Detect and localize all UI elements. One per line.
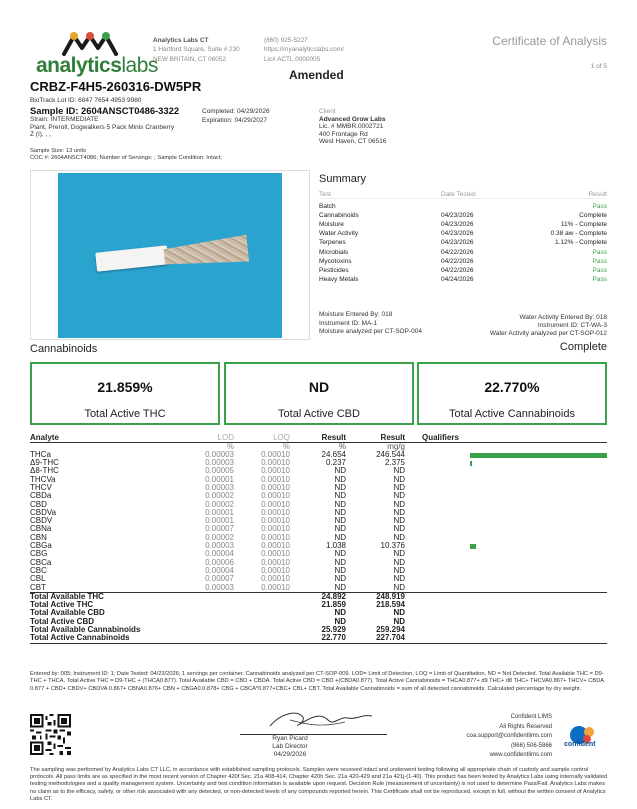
total-mg: 248.919 [376,591,405,601]
total-name: Total Available THC [30,591,104,601]
summary-result: 11% - Complete [560,221,607,229]
analyte-row [30,459,607,467]
analyte-result-mg: ND [393,582,405,592]
summary-date: 04/23/2026 [441,212,474,220]
cannabinoids-status: Complete [559,341,607,353]
analyte-loq: 0.00010 [261,541,290,551]
summary-table [319,190,607,284]
analyte-name: CBG [30,549,48,559]
summary-result: Complete [579,212,607,220]
analyte-result-pct: ND [334,524,346,534]
summary-date: 04/23/2026 [441,230,474,238]
analyte-lod: 0.00006 [205,557,234,567]
analyte-name: CBDV [30,516,53,526]
total-cannabinoids-box [417,362,607,425]
sample-id: Sample ID: 2604ANSCT0486-3322 [30,104,180,116]
page-number: 1 of 5 [590,63,607,70]
analyte-loq: 0.00010 [261,491,290,501]
total-mg: ND [393,616,405,626]
sample-details [30,97,205,139]
summary-date: 04/22/2026 [441,248,474,256]
pct-unit: % [338,441,346,451]
total-thc-box [30,362,220,425]
analyte-table [30,433,607,644]
analyte-row [30,467,607,475]
analyte-result-mg: 10.376 [380,541,405,551]
analyte-name: CBT [30,582,46,592]
analyte-loq: 0.00010 [261,557,290,567]
analyte-lod: 0.00001 [205,507,234,517]
summary-header-date: Date Tested [441,191,476,198]
analyte-name: THCa [30,449,51,459]
analyte-name: CBDVa [30,507,57,517]
analyte-loq: 0.00010 [261,532,290,542]
analytics-labs-logo [36,30,158,77]
disclaimer: The sampling was performed by Analytics Labs CT LLC, in accordance with established sampling protocols. Samples were received intact and underwent testing following all appropriate chain of custody and sample control protocols. All pass limits are as specified in the most recent version of Chapter 420f Sec. 21a 408-414, Chapter 420h Sec. 21a 420-429 and 21a 421j-(1-40). This product has been tested by Analytics Labs using internally validated testing methodologies and a quality management system. Uncertainty and test condition information is available upon request. Decision Rule (measurement of uncertainty) is not used to determine Pass/Fail. Analytics Labs makes no claim as to the efficacy, safety, or other risk associated with any detected, or non-detected levels of any compounds reported herein. This Certificate shall not be reproduced, except in full, without the written consent of Analytics Labs CT. [30,767,608,802]
client-block [319,108,386,146]
summary-result: Pass [592,257,607,265]
strain: Strain: INTERMEDIATE [30,115,99,123]
sample-photo-frame [30,170,310,340]
total-cbd-label: Total Active CBD [278,408,360,420]
cannabinoids-title: Cannabinoids [30,343,98,355]
analyte-name: Δ9-THC [30,458,59,468]
document-title: Certificate of Analysis [492,34,607,48]
analyte-lod: 0.00002 [205,499,234,509]
analyte-row [30,501,607,509]
analyte-lod: 0.00001 [205,474,234,484]
analyte-result-pct: ND [334,574,346,584]
confident-wordmark: confident [564,741,596,748]
analyte-lod: 0.00004 [205,549,234,559]
wa-sop: Water Activity analyzed per CT-SOP-012 [489,329,607,337]
total-cbd-value: ND [308,379,330,395]
analyte-bar [470,544,476,549]
analyte-lod: 0.00003 [205,541,234,551]
analyte-result-mg: ND [393,507,405,517]
qualifiers-header: Qualifiers [422,433,459,442]
analyte-lod: 0.00004 [205,565,234,575]
lims-website-link[interactable]: www.confidentlims.com [489,752,552,759]
total-row [30,634,607,642]
lims-email-link[interactable]: coa.support@confidentlims.com [466,733,552,740]
total-mg: 259.294 [376,625,405,635]
total-name: Total Active CBD [30,616,95,626]
summary-test: Microbials [319,248,349,256]
lims-info [467,713,552,761]
analyte-result-pct: ND [334,549,346,559]
footnote: Entered by: 005; Instrument ID: 1; Date Tested: 04/23/2026; 1 servings per container. Cannabinoids analyzed per CT-SOP-009. LOD= Limit of Detection, LOQ = Limit of Quantitation, ND = Not Detected. Total Available THC = D9-THC + THCA. Total Active THC = D9-THC + (THCA0.877). Total Available CBD = CBD + CBDA. Total Active CBD = CBD +(CBDA0.877). Total Active Cannabinoids = THCA0.877+ d9 THC+ d8 THC+ THCVA0.867+ THCV+ CBDA 0.877 + CBD+ CBDV+ CBDVA 0.867+ CBNA0.876+ CBN + CBGA0.0.878+ CBG + CBCA*0.877+CBC+ CBL+ CBT. Total Available Cannabinoids = sum of all detected cannabinoids. Calculated percentage by dry weight. [30,671,604,692]
analyte-row [30,534,607,542]
analyte-lod: 0.00003 [205,482,234,492]
analyte-loq: 0.00010 [261,449,290,459]
coc-line: COC #: 2604ANSCT4086; Number of Servings: ; Sample Condition: Intact; [30,155,223,161]
mg-unit: mg/g [387,441,405,451]
lab-address-block [153,36,240,64]
summary-test: Mycotoxins [319,257,352,265]
result-pct-header: Result [321,433,346,442]
lab-address-line1: 1 Hartford Square, Suite # 230 [153,46,240,54]
analyte-result-mg: ND [393,532,405,542]
moisture-sop: Moisture analyzed per CT-SOP-004 [319,328,422,335]
analyte-name: THCV [30,482,52,492]
summary-result: 0.38 aw - Complete [550,230,607,238]
analyte-loq: 0.00010 [261,474,290,484]
total-name: Total Active THC [30,600,94,610]
analyte-row [30,484,607,492]
summary-test: Heavy Metals [319,275,359,283]
lab-name: Analytics Labs CT [153,37,209,44]
signer-name: Ryan Picard [272,735,308,742]
summary-header-test: Test [319,191,331,198]
analyte-result-pct: ND [334,491,346,501]
total-thc-label: Total Active THC [84,408,166,420]
analyte-row [30,550,607,558]
analyte-result-pct: ND [334,565,346,575]
qr-code-icon[interactable] [30,714,71,755]
summary-row [319,257,607,266]
analyte-loq: 0.00010 [261,582,290,592]
analyte-name: CBGa [30,541,52,551]
analyte-name: Δ8-THC [30,466,59,476]
analyte-header: Analyte [30,433,59,442]
biotrack-lot-id: BioTrack Lot ID: 6847 7654 4953 9980 [30,97,142,104]
total-row [30,593,607,601]
summary-result: Pass [592,248,607,256]
signature-image [250,706,390,734]
product-description: Plant, Preroll, Dogwalkers 5 Pack Minis Cranberry [30,123,175,131]
summary-date: 04/23/2026 [441,239,474,247]
total-row [30,601,607,609]
logo-wordmark: analyticslabs [36,54,158,77]
analyte-result-mg: ND [393,524,405,534]
analyte-loq: 0.00010 [261,565,290,575]
analyte-row [30,542,607,550]
lod-header: LOD [217,433,234,442]
analyte-lod: 0.00002 [205,532,234,542]
summary-test: Pesticides [319,266,349,274]
analyte-name: CBL [30,574,46,584]
summary-result: 1.12% - Complete [554,239,607,247]
analyte-loq: 0.00010 [261,499,290,509]
summary-test: Cannabinoids [319,212,359,220]
total-name: Total Available CBD [30,608,105,618]
sample-photo [58,173,282,338]
lab-contact-block [264,36,344,64]
analyte-result-mg: ND [393,491,405,501]
lab-website-link[interactable]: https://myanalyticslabs.com/ [264,46,344,54]
analyte-lod: 0.00002 [205,491,234,501]
summary-row [319,211,607,220]
client-address1: 400 Frontage Rd [319,130,368,138]
analyte-loq: 0.00010 [261,482,290,492]
analyte-result-pct: ND [334,532,346,542]
completed-date: Completed: 04/29/2026 [202,108,270,115]
summary-title: Summary [319,173,367,185]
analyte-header-row [30,433,607,443]
total-pct: 22.770 [321,633,346,643]
total-mg: ND [393,608,405,618]
signer-block [240,735,340,758]
loq-header: LOQ [273,433,290,442]
total-row [30,609,607,617]
analyte-lod: 0.00003 [205,582,234,592]
loq-unit: % [282,441,290,451]
analyte-row [30,575,607,583]
analyte-result-mg: ND [393,565,405,575]
analyte-result-pct: 24.654 [321,449,346,459]
analyte-result-pct: ND [334,516,346,526]
total-pct: 24.892 [321,591,346,601]
moisture-instrument: Instrument ID: MA-1 [319,319,378,327]
analyte-name: CBCa [30,557,52,567]
sample-size: Sample Size: 13 units [30,148,87,154]
summary-date [441,202,511,211]
analyte-result-mg: 246.544 [376,449,405,459]
client-name: Advanced Grow Labs [319,115,386,123]
analyte-loq: 0.00010 [261,574,290,584]
lod-unit: % [226,441,234,451]
summary-test: Terpenes [319,239,346,247]
client-license: Lic. # MMBR.0002721 [319,123,384,131]
summary-test: Water Activity [319,230,359,238]
lims-phone: (866) 506-5866 [510,742,552,749]
summary-row [319,220,607,229]
summary-date: 04/24/2026 [441,275,474,283]
analyte-result-pct: ND [334,482,346,492]
analyte-result-pct: ND [334,499,346,509]
analyte-result-mg: ND [393,574,405,584]
analyte-row [30,525,607,533]
analyte-lod: 0.00003 [205,449,234,459]
result-mg-header: Result [380,433,405,442]
client-label: Client [319,108,336,115]
analyte-loq: 0.00010 [261,507,290,517]
summary-row [319,266,607,275]
analyte-row [30,584,607,592]
summary-row [319,229,607,238]
analyte-result-pct: ND [334,582,346,592]
analyte-bar [470,461,472,466]
analyte-name: CBDa [30,491,52,501]
analyte-result-mg: ND [393,466,405,476]
moisture-info [319,311,422,337]
preroll-filter [95,245,169,271]
total-pct: ND [334,608,346,618]
analyte-loq: 0.00010 [261,458,290,468]
analyte-result-pct: ND [334,466,346,476]
analyte-row [30,451,607,459]
analyte-row [30,492,607,500]
wa-entered-by: Water Activity Entered By: 018 [519,314,607,321]
lims-name: Confident LIMS [510,714,552,720]
signer-date: 04/29/2026 [273,750,307,758]
expiration-date: Expiration: 04/29/2027 [202,116,268,124]
signer-title: Lab Director [272,742,308,750]
analyte-loq: 0.00010 [261,549,290,559]
summary-header-row [319,190,607,199]
total-mg: 227.704 [376,633,405,643]
summary-row [319,275,607,284]
analyte-name: CBN [30,532,47,542]
analyte-lod: 0.00001 [205,516,234,526]
summary-date: 04/22/2026 [441,257,474,265]
dates-block [202,108,270,125]
analyte-result-pct: 0.237 [325,458,346,468]
water-activity-info [490,314,607,337]
logo-mountains-icon [36,30,154,56]
analyte-lod: 0.00005 [205,466,234,476]
summary-result: Pass [592,266,607,274]
analyte-result-mg: ND [393,557,405,567]
amended-label: Amended [289,68,344,82]
moisture-entered-by: Moisture Entered By: 018 [319,311,393,318]
analyte-result-mg: ND [393,549,405,559]
analyte-lod: 0.00007 [205,524,234,534]
analyte-loq: 0.00010 [261,516,290,526]
total-name: Total Available Cannabinoids [30,625,141,635]
analyte-row [30,509,607,517]
analyte-result-pct: 1.038 [325,541,346,551]
summary-test: Batch [319,203,336,211]
analyte-name: CBNa [30,524,52,534]
summary-result: Pass [592,275,607,283]
analyte-lod: 0.00007 [205,574,234,584]
total-pct: 25.929 [321,625,346,635]
total-thc-value: 21.859% [97,379,153,395]
analyte-name: CBD [30,499,47,509]
summary-result: Pass [592,203,607,211]
total-cannabinoids-value: 22.770% [484,379,540,395]
lab-license: Lic# ACTL.0000005 [264,55,321,63]
sample-code: CRBZ-F4H5-260316-DW5PR [30,79,202,94]
analyte-result-mg: ND [393,474,405,484]
lab-address-line2: NEW BRITAIN, CT 06052 [153,55,226,63]
total-name: Total Active Cannabinoids [30,633,130,643]
analyte-row [30,517,607,525]
analyte-loq: 0.00010 [261,524,290,534]
total-cbd-box [224,362,414,425]
analyte-row [30,476,607,484]
analyte-lod: 0.00003 [205,458,234,468]
analyte-name: CBC [30,565,47,575]
preroll-cone [163,235,249,271]
lims-rights: All Rights Reserved [499,723,552,730]
analyte-bar [470,453,607,458]
summary-row [319,248,607,257]
analyte-result-mg: ND [393,499,405,509]
analyte-result-mg: 2.375 [384,458,405,468]
total-pct: ND [334,616,346,626]
analyte-result-mg: ND [393,482,405,492]
summary-test: Moisture [319,221,344,229]
analyte-result-pct: ND [334,557,346,567]
sample-meta [30,148,222,162]
summary-date: 04/22/2026 [441,266,474,274]
total-cannabinoids-label: Total Active Cannabinoids [449,408,575,420]
analyte-row [30,559,607,567]
lab-phone: (860) 925-5227 [264,37,308,44]
analyte-result-pct: ND [334,507,346,517]
analyte-loq: 0.00010 [261,466,290,476]
summary-row [319,202,607,211]
table-bottom-rule [30,643,607,644]
client-address2: West Haven, CT 06516 [319,138,387,146]
analyte-result-mg: ND [393,516,405,526]
analyte-name: THCVa [30,474,56,484]
summary-row [319,238,607,247]
summary-header-result: Result [588,191,607,198]
wa-instrument: Instrument ID: CT-WA-3 [537,321,607,329]
summary-date: 04/23/2026 [441,221,474,229]
total-mg: 218.594 [376,600,405,610]
units-row [30,443,607,451]
analyte-row [30,567,607,575]
total-pct: 21.859 [321,600,346,610]
analyte-result-pct: ND [334,474,346,484]
product-description-cont: Z (I), , , [30,131,51,139]
